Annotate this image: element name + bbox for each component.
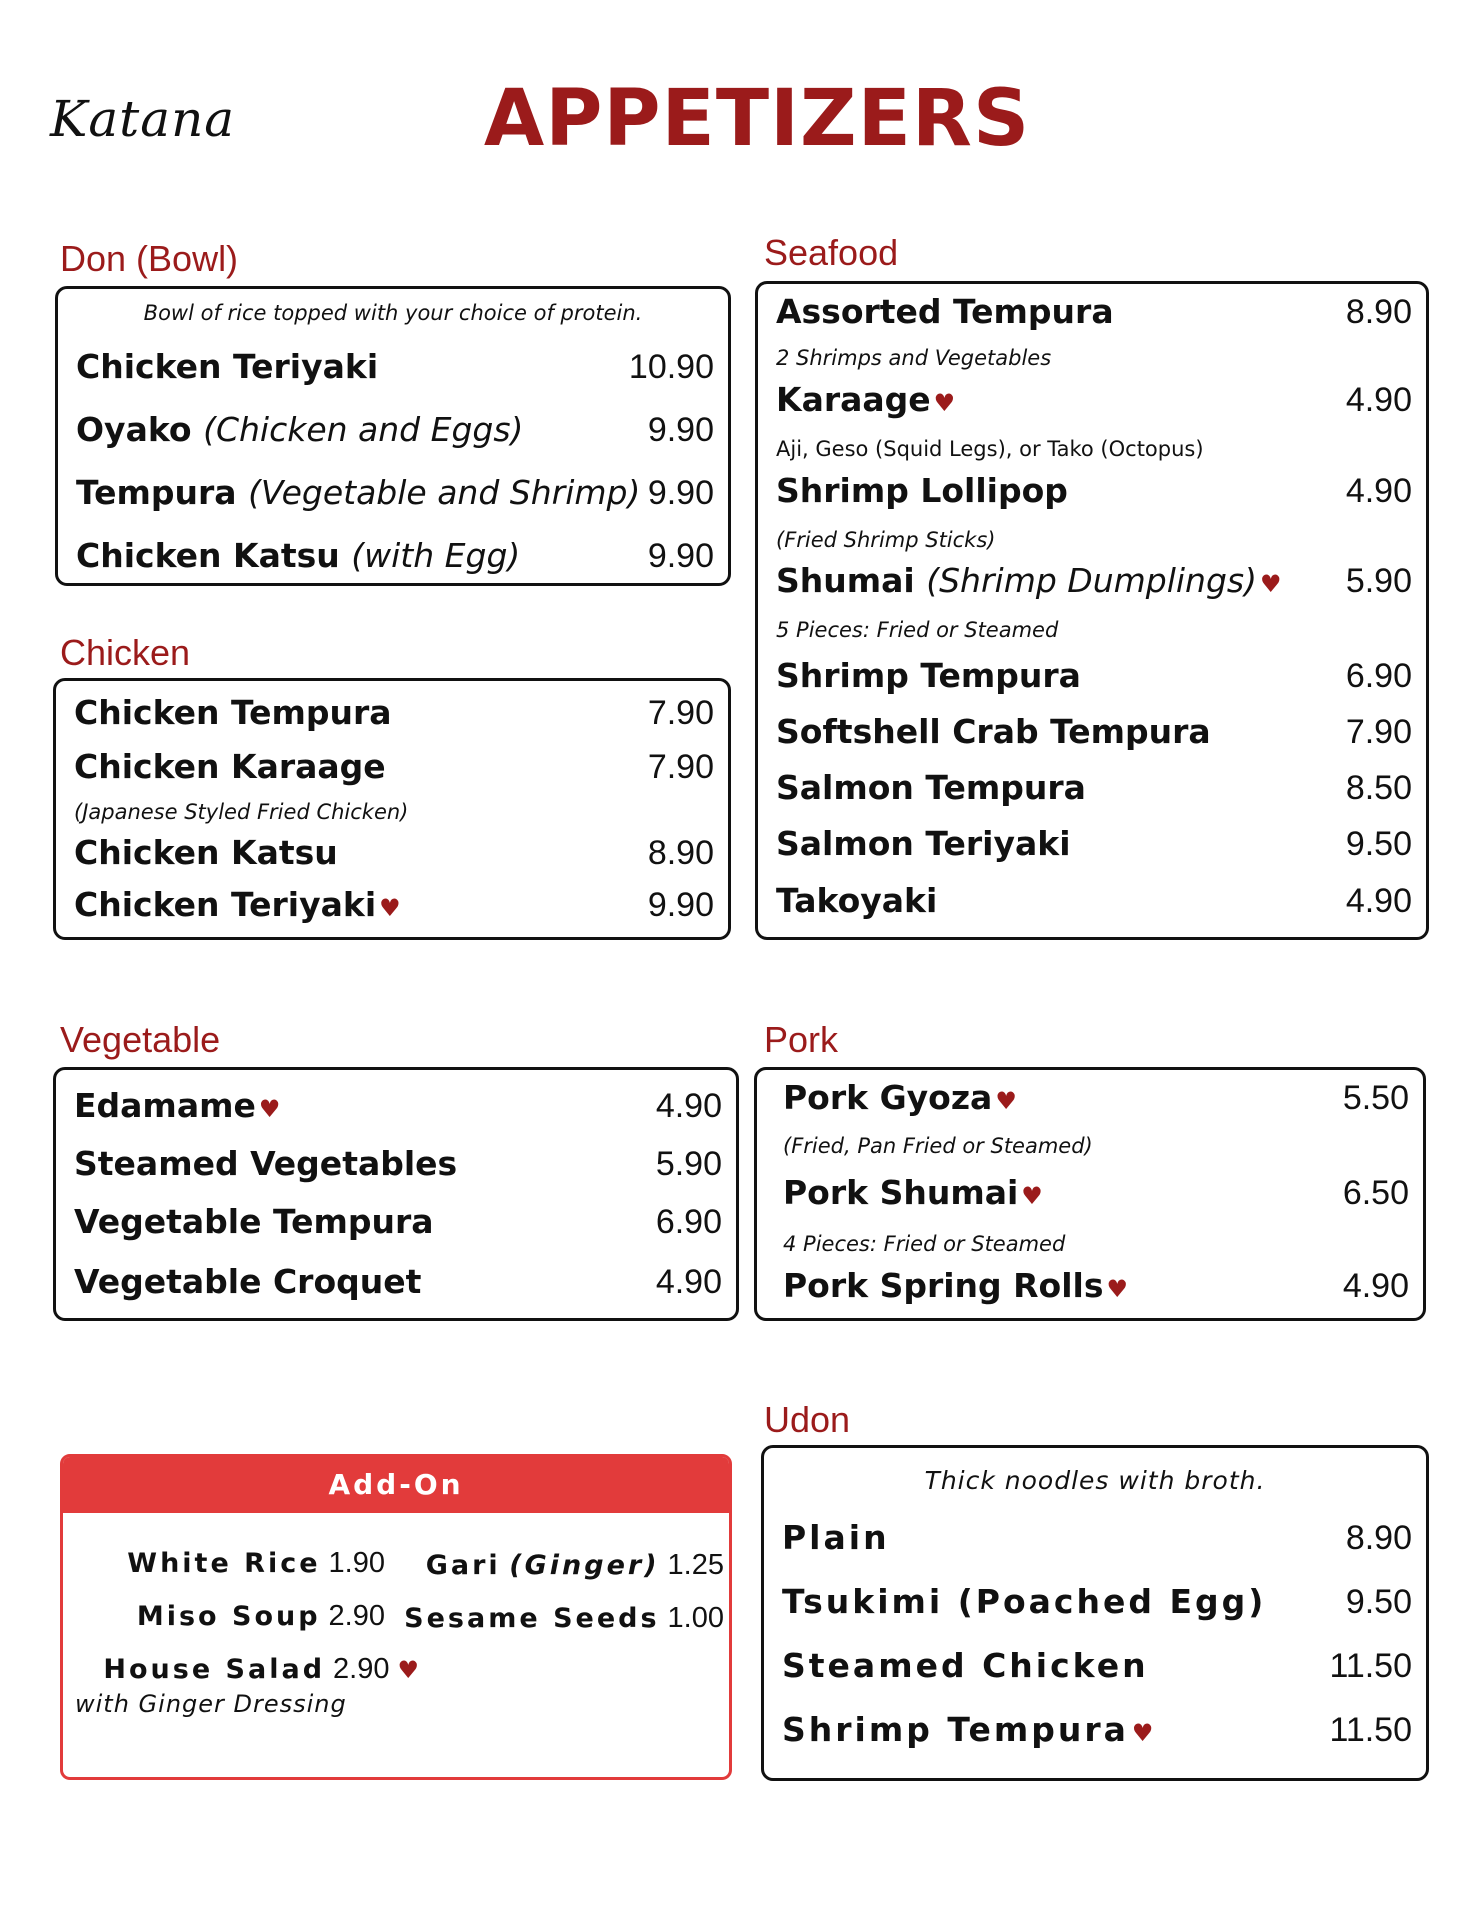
seafood-box bbox=[755, 281, 1429, 940]
item-name: Chicken Katsu bbox=[74, 833, 338, 872]
menu-item bbox=[74, 1144, 722, 1184]
addon-note: with Ginger Dressing bbox=[75, 1690, 347, 1718]
addon-item bbox=[137, 1600, 385, 1633]
section-title-udon: Udon bbox=[764, 1399, 851, 1440]
pork-box bbox=[754, 1067, 1426, 1321]
don-note: Bowl of rice topped with your choice of protein. bbox=[143, 301, 643, 325]
menu-item bbox=[74, 833, 714, 873]
item-price: 9.90 bbox=[647, 886, 714, 924]
heart-icon: ♥ bbox=[995, 1087, 1017, 1115]
item-price: 9.50 bbox=[1345, 1583, 1412, 1621]
addon-item bbox=[127, 1547, 385, 1580]
item-name: Takoyaki bbox=[776, 881, 938, 920]
item-price: 8.90 bbox=[647, 834, 714, 872]
item-price: 6.90 bbox=[655, 1203, 722, 1241]
vegetable-box bbox=[53, 1067, 739, 1321]
heart-icon: ♥ bbox=[1021, 1182, 1043, 1210]
item-name: Tempura bbox=[76, 473, 237, 512]
item-price: 6.50 bbox=[1342, 1174, 1409, 1212]
item-name: Chicken Katsu bbox=[76, 536, 340, 575]
item-name: Pork Shumai bbox=[783, 1173, 1019, 1212]
menu-item bbox=[76, 410, 714, 450]
item-name: Salmon Tempura bbox=[776, 768, 1086, 807]
menu-item bbox=[776, 561, 1412, 601]
heart-icon: ♥ bbox=[397, 1656, 419, 1684]
item-name: Assorted Tempura bbox=[776, 292, 1114, 331]
menu-item bbox=[776, 656, 1412, 696]
menu-item bbox=[782, 1646, 1412, 1686]
item-price: 8.90 bbox=[1345, 293, 1412, 331]
item-price: 6.90 bbox=[1345, 657, 1412, 695]
addon-price: 1.25 bbox=[667, 1549, 724, 1581]
menu-item bbox=[776, 712, 1412, 752]
addon-sub: (Ginger) bbox=[509, 1550, 660, 1581]
addon-price: 2.90 bbox=[328, 1600, 385, 1632]
item-price: 5.90 bbox=[655, 1145, 722, 1183]
addon-name: House Salad bbox=[103, 1654, 326, 1685]
menu-item bbox=[776, 768, 1412, 808]
don-box bbox=[55, 286, 731, 586]
item-price: 4.90 bbox=[1345, 381, 1412, 419]
item-name: Plain bbox=[782, 1518, 890, 1557]
item-name: Tsukimi (Poached Egg) bbox=[782, 1582, 1267, 1621]
addon-item bbox=[103, 1653, 419, 1686]
item-sub: (with Egg) bbox=[351, 536, 521, 575]
menu-item bbox=[782, 1582, 1412, 1622]
item-price: 5.90 bbox=[1345, 562, 1412, 600]
addon-title: Add-On bbox=[63, 1457, 729, 1513]
menu-item bbox=[74, 693, 714, 733]
menu-item bbox=[783, 1173, 1409, 1213]
item-price: 5.50 bbox=[1342, 1079, 1409, 1117]
menu-item bbox=[74, 1086, 722, 1126]
menu-item bbox=[776, 824, 1412, 864]
addon-item bbox=[404, 1602, 724, 1635]
item-name: Shrimp Tempura bbox=[776, 656, 1081, 695]
item-price: 4.90 bbox=[1345, 472, 1412, 510]
item-price: 7.90 bbox=[1345, 713, 1412, 751]
item-name: Pork Gyoza bbox=[783, 1078, 993, 1117]
item-note: (Fried Shrimp Sticks) bbox=[776, 528, 996, 552]
addon-price: 1.90 bbox=[328, 1547, 385, 1579]
heart-icon: ♥ bbox=[1131, 1719, 1157, 1747]
heart-icon: ♥ bbox=[258, 1095, 281, 1123]
addon-item bbox=[426, 1549, 724, 1582]
item-price: 9.90 bbox=[647, 537, 714, 575]
item-name: Shrimp Tempura bbox=[782, 1710, 1129, 1749]
item-price: 11.50 bbox=[1329, 1711, 1412, 1749]
item-name: Steamed Vegetables bbox=[74, 1144, 458, 1183]
section-title-chicken: Chicken bbox=[60, 632, 191, 673]
item-price: 4.90 bbox=[1345, 882, 1412, 920]
item-name: Shrimp Lollipop bbox=[776, 471, 1068, 510]
item-price: 7.90 bbox=[647, 748, 714, 786]
item-price: 4.90 bbox=[655, 1263, 722, 1301]
item-name: Chicken Teriyaki bbox=[74, 885, 377, 924]
item-price: 9.90 bbox=[647, 474, 714, 512]
addon-price: 2.90 bbox=[333, 1653, 390, 1685]
addon-name: Gari bbox=[425, 1550, 501, 1581]
item-price: 7.90 bbox=[647, 694, 714, 732]
menu-item bbox=[783, 1078, 1409, 1118]
heart-icon: ♥ bbox=[933, 389, 956, 417]
item-price: 8.50 bbox=[1345, 769, 1412, 807]
menu-item bbox=[76, 347, 714, 387]
addon-price: 1.00 bbox=[667, 1602, 724, 1634]
item-name: Shumai bbox=[776, 561, 915, 600]
item-name: Pork Spring Rolls bbox=[783, 1266, 1104, 1305]
item-name: Karaage bbox=[776, 380, 931, 419]
addon-box bbox=[60, 1454, 732, 1780]
menu-item bbox=[783, 1266, 1409, 1306]
menu-item bbox=[74, 747, 714, 787]
item-name: Chicken Tempura bbox=[74, 693, 392, 732]
udon-box bbox=[761, 1445, 1429, 1781]
section-title-don: Don (Bowl) bbox=[60, 238, 239, 279]
item-price: 4.90 bbox=[1342, 1267, 1409, 1305]
item-price: 9.90 bbox=[647, 411, 714, 449]
item-name: Chicken Teriyaki bbox=[76, 347, 379, 386]
section-title-seafood: Seafood bbox=[764, 232, 899, 273]
item-note: 2 Shrimps and Vegetables bbox=[776, 346, 1052, 370]
item-note: 5 Pieces: Fried or Steamed bbox=[776, 618, 1059, 642]
item-note: 4 Pieces: Fried or Steamed bbox=[783, 1232, 1066, 1256]
item-price: 11.50 bbox=[1329, 1647, 1412, 1685]
menu-item bbox=[776, 881, 1412, 921]
item-price: 9.50 bbox=[1345, 825, 1412, 863]
katana-logo: Katana bbox=[50, 90, 236, 148]
menu-item bbox=[782, 1710, 1412, 1750]
item-sub: (Chicken and Eggs) bbox=[203, 410, 524, 449]
heart-icon: ♥ bbox=[1259, 570, 1282, 598]
addon-name: White Rice bbox=[127, 1548, 321, 1579]
item-name: Edamame bbox=[74, 1086, 256, 1125]
heart-icon: ♥ bbox=[379, 894, 401, 922]
item-price: 8.90 bbox=[1345, 1519, 1412, 1557]
page-title: APPETIZERS bbox=[483, 74, 1031, 164]
addon-name: Sesame Seeds bbox=[404, 1603, 660, 1634]
menu-item bbox=[776, 471, 1412, 511]
item-note: (Fried, Pan Fried or Steamed) bbox=[783, 1134, 1093, 1158]
item-note: (Japanese Styled Fried Chicken) bbox=[74, 800, 409, 824]
menu-item bbox=[74, 885, 714, 925]
item-name: Oyako bbox=[76, 410, 192, 449]
item-name: Steamed Chicken bbox=[782, 1646, 1149, 1685]
section-title-vegetable: Vegetable bbox=[60, 1019, 221, 1060]
udon-note: Thick noodles with broth. bbox=[924, 1466, 1266, 1495]
menu-item bbox=[776, 380, 1412, 420]
chicken-box bbox=[53, 678, 731, 940]
item-price: 10.90 bbox=[628, 348, 714, 386]
section-title-pork: Pork bbox=[764, 1019, 839, 1060]
addon-name: Miso Soup bbox=[136, 1601, 321, 1632]
menu-item bbox=[76, 473, 714, 513]
item-name: Salmon Teriyaki bbox=[776, 824, 1071, 863]
menu-item bbox=[776, 292, 1412, 332]
item-sub: (Vegetable and Shrimp) bbox=[248, 473, 641, 512]
item-sub: (Shrimp Dumplings) bbox=[926, 561, 1257, 600]
item-name: Chicken Karaage bbox=[74, 747, 386, 786]
item-note: Aji, Geso (Squid Legs), or Tako (Octopus) bbox=[776, 437, 1204, 461]
item-name: Vegetable Croquet bbox=[74, 1262, 422, 1301]
menu-item bbox=[74, 1262, 722, 1302]
menu-item bbox=[782, 1518, 1412, 1558]
item-name: Vegetable Tempura bbox=[74, 1202, 434, 1241]
menu-item bbox=[76, 536, 714, 576]
heart-icon: ♥ bbox=[1106, 1275, 1129, 1303]
item-price: 4.90 bbox=[655, 1087, 722, 1125]
menu-item bbox=[74, 1202, 722, 1242]
item-name: Softshell Crab Tempura bbox=[776, 712, 1211, 751]
